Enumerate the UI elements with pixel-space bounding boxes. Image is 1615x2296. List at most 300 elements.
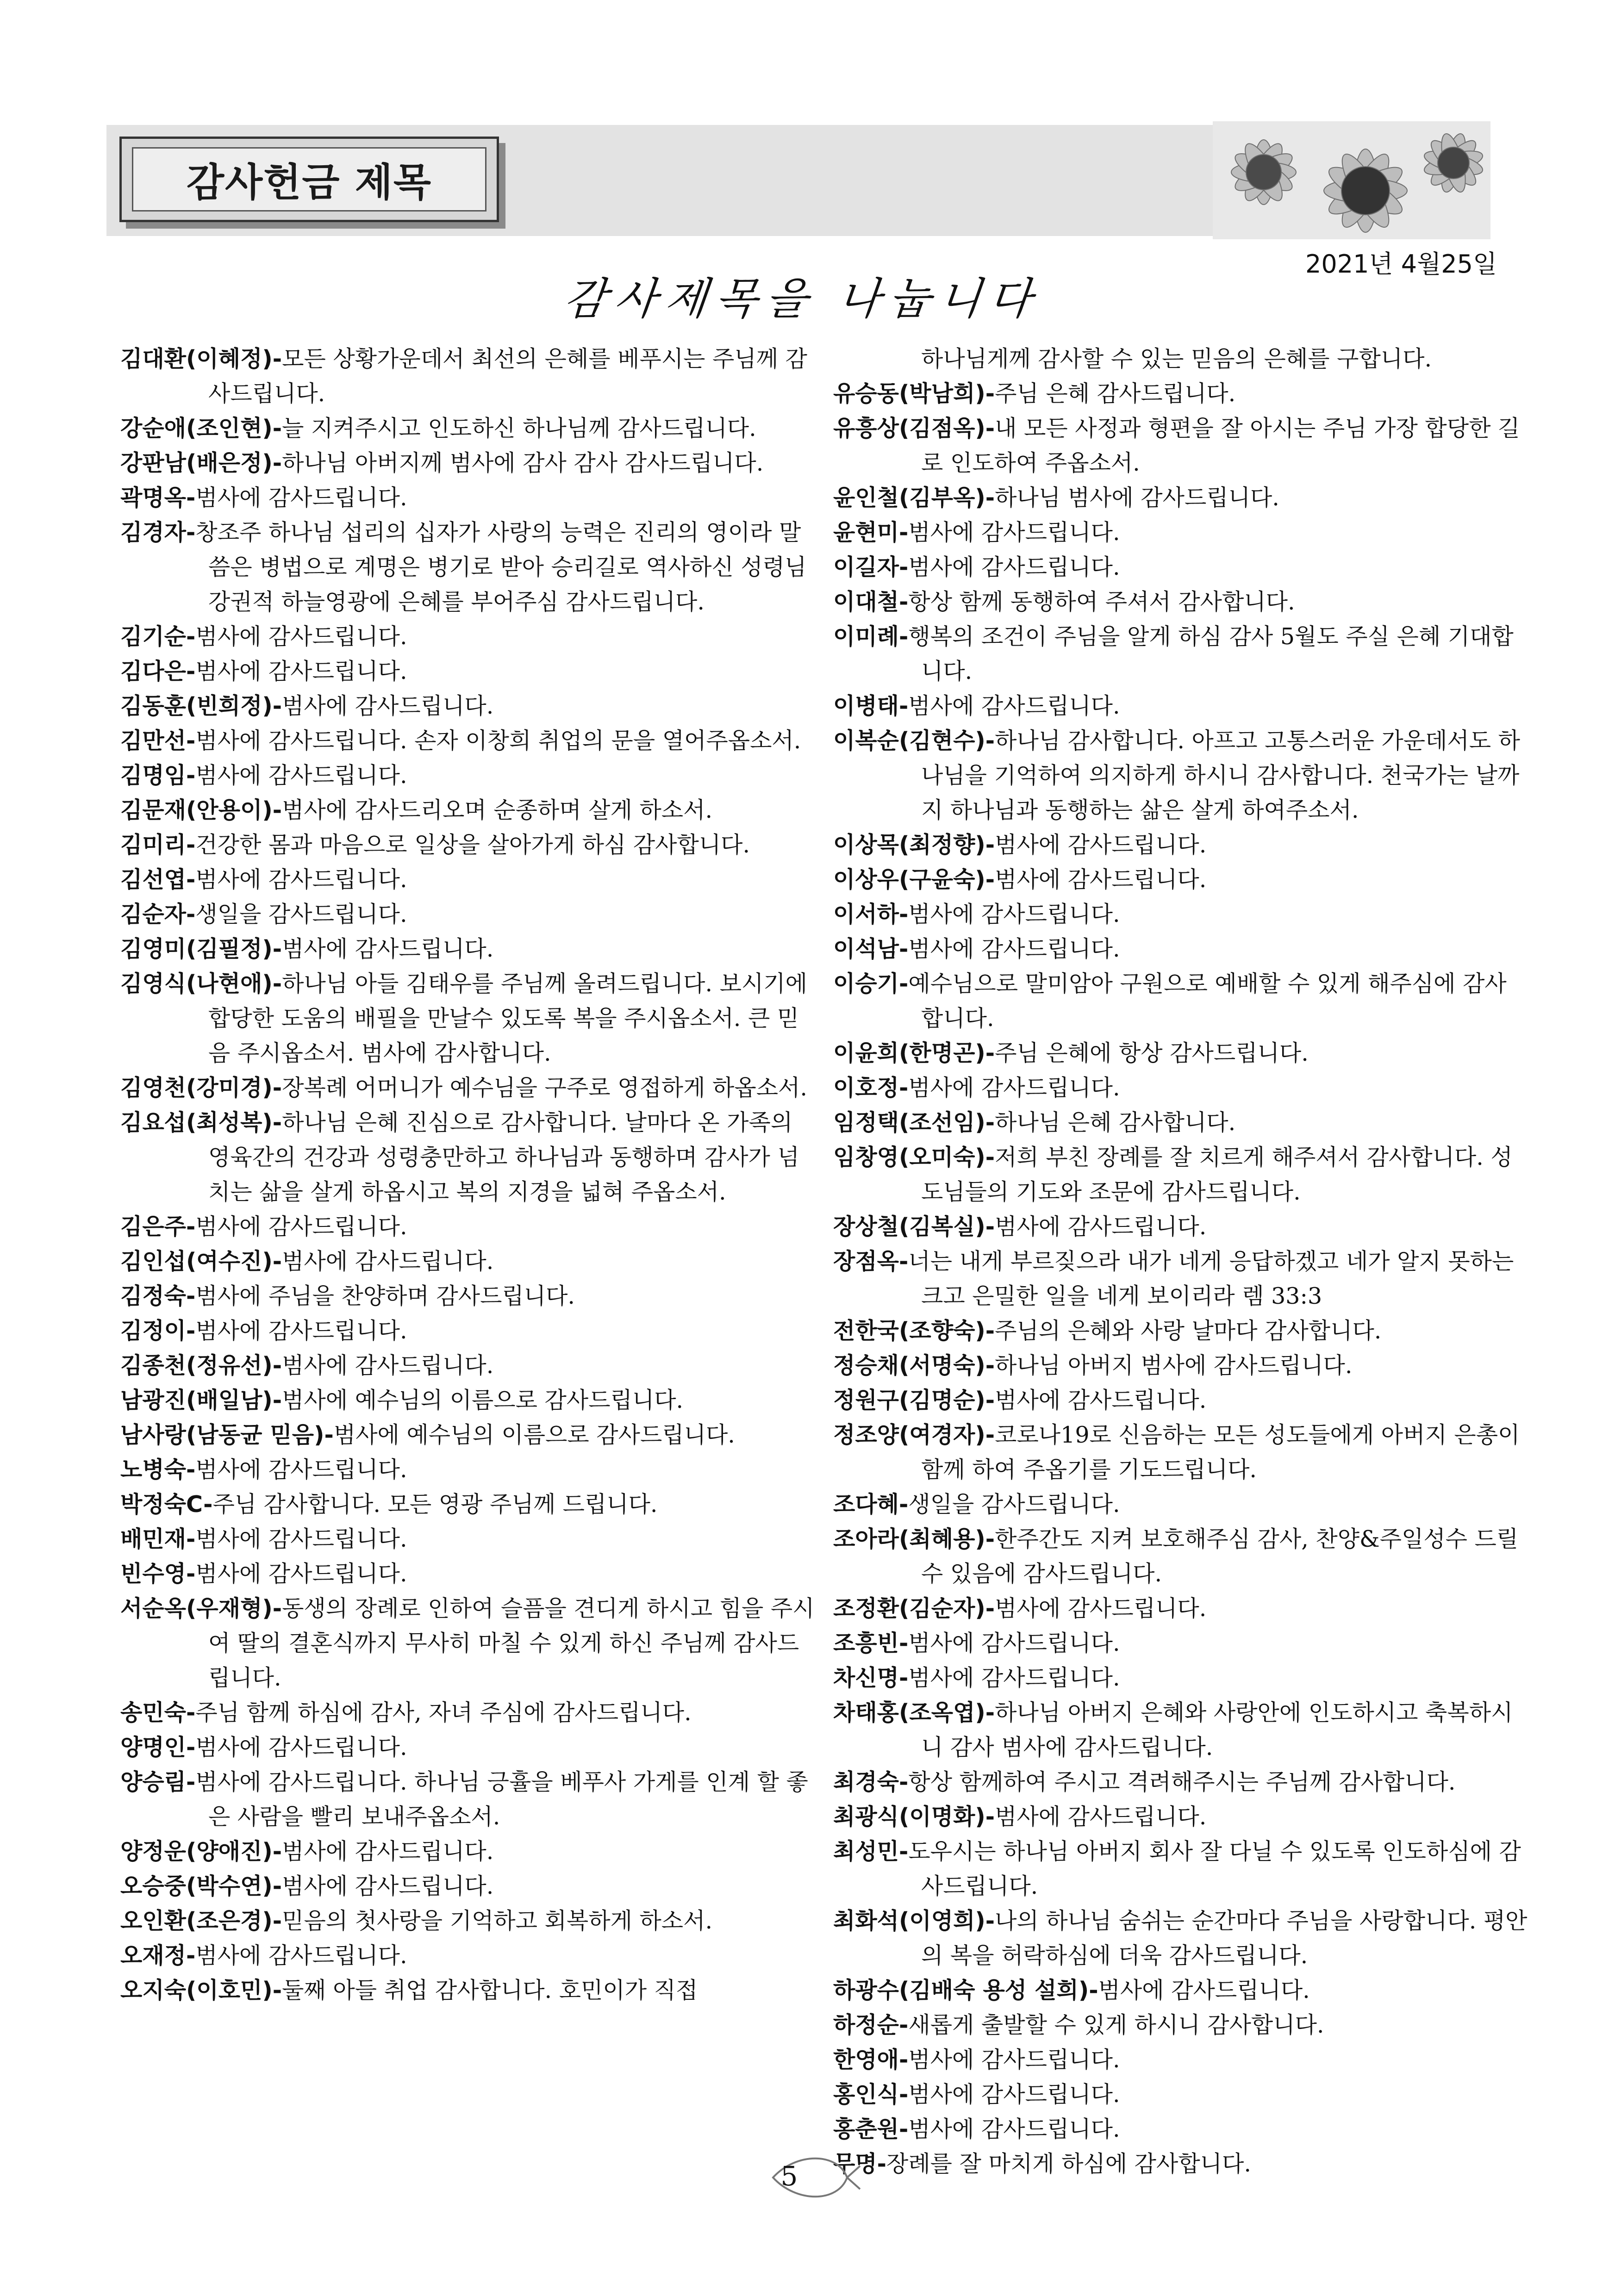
entry-name: 장상철(김복실) (833, 1213, 985, 1240)
entry-separator: - (985, 1318, 995, 1344)
entry-text: 범사에 감사드립니다. (908, 2081, 1120, 2108)
entry-name: 홍춘원 (833, 2116, 899, 2142)
entry-text: 범사에 감사드립니다. (908, 1075, 1120, 1101)
entry-text: 하나님 감사합니다. 아프고 고통스러운 가운데서도 하나님을 기억하여 의지하게 하시니 감사합니다. 천국가는 날까지 하나님과 동행하는 삶은 살게 하여주소서. (921, 728, 1520, 823)
entry-text: 하나님 범사에 감사드립니다. (995, 485, 1279, 511)
entry-name: 김요섭(최성복) (120, 1109, 273, 1136)
prayer-entry (120, 1070, 815, 1105)
entry-text: 범사에 감사드립니다. (908, 554, 1120, 580)
entry-name: 하광수(김배숙 용성 설희) (833, 1977, 1089, 2004)
entry-name: 임창영(오미숙) (833, 1144, 985, 1170)
prayer-entry (833, 1140, 1528, 1209)
entry-text: 범사에 감사드립니다. (995, 1213, 1207, 1240)
entry-separator: - (899, 1075, 909, 1101)
entry-name: 이상목(최정향) (833, 832, 985, 858)
prayer-entry (833, 862, 1528, 897)
entry-separator: - (899, 519, 909, 546)
entry-separator: - (985, 380, 995, 407)
entry-separator: - (186, 1769, 196, 1795)
entry-text: 너는 내게 부르짖으라 내가 네게 응답하겠고 네가 알지 못하는 크고 은밀한 일을 네게 보이리라 렘 33:3 (908, 1248, 1514, 1309)
entry-separator: - (186, 1526, 196, 1552)
entry-separator: - (272, 936, 282, 962)
prayer-entry (833, 550, 1528, 585)
entry-separator: - (985, 728, 995, 754)
prayer-entry (120, 1904, 815, 1938)
entry-text: 동생의 장례로 인하여 슬픔을 견디게 하시고 힘을 주시여 딸의 결혼식까지 무사히 마칠 수 있게 하신 주님께 감사드립니다. (208, 1595, 815, 1691)
prayer-entry (120, 1834, 815, 1869)
section-title-box (119, 137, 499, 222)
entry-text: 범사에 감사드립니다. (195, 1561, 407, 1587)
entry-text: 주님의 은혜와 사랑 날마다 감사합니다. (995, 1318, 1382, 1344)
entry-text: 범사에 감사드립니다. (195, 866, 407, 893)
prayer-entry (833, 1036, 1528, 1070)
prayer-entry (833, 1383, 1528, 1418)
entry-text: 범사에 감사드립니다. (195, 623, 407, 650)
entry-name: 이대철 (833, 589, 899, 615)
entry-separator: - (985, 1595, 995, 1622)
entry-text: 예수님으로 말미암아 구원으로 예배할 수 있게 해주심에 감사합니다. (908, 971, 1507, 1032)
entry-name: 강판남(배은정) (120, 450, 273, 476)
prayer-entry (833, 1244, 1528, 1313)
entry-separator: - (272, 1248, 282, 1275)
entry-separator: - (186, 832, 196, 858)
entry-text: 범사에 감사드립니다. (195, 658, 407, 684)
prayer-entry (120, 966, 815, 1070)
entry-separator: - (899, 2047, 909, 2073)
entry-name: 정조양(여경자) (833, 1422, 985, 1448)
entry-name: 오재정 (120, 1942, 187, 1969)
entry-separator: - (186, 658, 196, 684)
entry-text: 행복의 조건이 주님을 알게 하심 감사 5월도 주실 은혜 기대합니다. (908, 623, 1514, 684)
entry-name: 김미리 (120, 832, 187, 858)
prayer-entry (833, 376, 1528, 411)
entry-text: 범사에 감사드립니다. (282, 936, 494, 962)
entry-separator: - (272, 1387, 282, 1413)
entry-separator: - (899, 936, 909, 962)
entry-name: 이석남 (833, 936, 899, 962)
prayer-entry (833, 2042, 1528, 2077)
entry-separator: - (272, 971, 282, 997)
entry-text: 범사에 감사드립니다. (908, 519, 1120, 546)
prayer-entry (833, 411, 1528, 480)
entry-name: 김동훈(빈희정) (120, 693, 273, 719)
prayer-entry (833, 619, 1528, 689)
prayer-entry (833, 2008, 1528, 2042)
prayer-entry (120, 828, 815, 862)
entry-name: 윤현미 (833, 519, 899, 546)
prayer-entry (833, 966, 1528, 1036)
prayer-entry (120, 1591, 815, 1695)
entry-text: 주님 은혜 감사드립니다. (995, 380, 1236, 407)
prayer-entry (120, 515, 815, 619)
entry-text: 새롭게 출발할 수 있게 하시니 감사합니다. (908, 2012, 1324, 2038)
entry-text: 하나님 아버지께 범사에 감사 감사 감사드립니다. (282, 450, 764, 476)
entry-text: 범사에 감사드립니다. (908, 1630, 1120, 1656)
prayer-entry (833, 723, 1528, 828)
entry-name: 오승중(박수연) (120, 1873, 273, 1899)
right-column (833, 342, 1528, 2181)
entry-text: 범사에 감사드립니다. (908, 936, 1120, 962)
entry-name: 김영미(김필정) (120, 936, 273, 962)
entry-text: 생일을 감사드립니다. (908, 1491, 1120, 1518)
entry-separator: - (272, 797, 282, 823)
entry-separator: - (272, 415, 282, 442)
entry-separator: - (899, 693, 909, 719)
prayer-entry (120, 446, 815, 480)
prayer-entry (120, 1556, 815, 1591)
entry-text: 생일을 감사드립니다. (195, 901, 407, 927)
entry-name: 양승림 (120, 1769, 187, 1795)
entry-name: 김대환(이혜정) (120, 346, 273, 372)
prayer-entry (120, 1105, 815, 1209)
entry-separator: - (899, 2012, 909, 2038)
entry-separator: - (186, 762, 196, 789)
entry-name: 윤인철(김부옥) (833, 485, 985, 511)
prayer-entry (120, 1869, 815, 1904)
entry-separator: - (186, 1699, 196, 1726)
entry-text: 범사에 감사드립니다. (282, 1838, 494, 1865)
prayer-entry (120, 793, 815, 828)
prayer-entry (120, 1313, 815, 1348)
entry-name: 김인섭(여수진) (120, 1248, 273, 1275)
entry-separator: - (985, 1526, 995, 1552)
prayer-entry (120, 1765, 815, 1834)
entry-text: 한주간도 지켜 보호해주심 감사, 찬양&주일성수 드릴 수 있음에 감사드립니다. (921, 1526, 1519, 1587)
entry-separator: - (272, 1109, 282, 1136)
entry-text: 나의 하나님 숨쉬는 순간마다 주님을 사랑합니다. 평안의 복을 허락하심에 더욱 감사드립니다. (921, 1908, 1528, 1969)
entry-name: 김선엽 (120, 866, 187, 893)
entry-separator: - (985, 1109, 995, 1136)
entry-separator: - (899, 1630, 909, 1656)
entry-name: 최화석(이영희) (833, 1908, 985, 1934)
entry-separator: - (985, 832, 995, 858)
entry-separator: - (186, 623, 196, 650)
entry-separator: - (985, 1387, 995, 1413)
prayer-entry (833, 515, 1528, 550)
entry-text: 모든 상황가운데서 최선의 은혜를 베푸시는 주님께 감사드립니다. (208, 346, 807, 407)
entry-text: 창조주 하나님 섭리의 십자가 사랑의 능력은 진리의 영이라 말씀은 병법으로 계명은 병기로 받아 승리길로 역사하신 성령님 강권적 하늘영광에 은혜를 부어주심 감사드립니다. (195, 519, 807, 615)
prayer-entry (833, 1765, 1528, 1799)
prayer-entry (833, 1313, 1528, 1348)
entry-separator: - (985, 1040, 995, 1066)
prayer-entry (833, 1418, 1528, 1487)
entry-text: 범사에 감사드립니다. (908, 2116, 1120, 2142)
entry-name: 곽명옥 (120, 485, 187, 511)
entry-separator: - (186, 485, 196, 511)
entry-separator: - (272, 346, 282, 372)
entry-text: 범사에 감사드립니다. 손자 이창희 취업의 문을 열어주옵소서. (195, 728, 801, 754)
entry-text: 범사에 감사드립니다. 하나님 긍휼을 베푸사 가게를 인계 할 좋은 사람을 빨리 보내주옵소서. (195, 1769, 808, 1830)
entry-name: 정원구(김명순) (833, 1387, 985, 1413)
entry-name: 김순자 (120, 901, 187, 927)
entry-text: 장복례 어머니가 예수님을 구주로 영접하게 하옵소서. (282, 1075, 807, 1101)
prayer-entry (120, 1418, 815, 1452)
entry-separator: - (272, 1873, 282, 1899)
entry-text: 항상 함께 동행하여 주셔서 감사합니다. (908, 589, 1295, 615)
entry-name: 무명 (833, 2151, 877, 2177)
entry-name: 한영애 (833, 2047, 899, 2073)
entry-name: 최성민 (833, 1838, 899, 1865)
prayer-entry (833, 897, 1528, 932)
entry-separator: - (186, 1942, 196, 1969)
entry-name: 김정숙 (120, 1283, 187, 1309)
prayer-entry (120, 480, 815, 515)
entry-name: 임정택(조선임) (833, 1109, 985, 1136)
entry-separator: - (186, 901, 196, 927)
entry-name: 송민숙 (120, 1699, 187, 1726)
entry-text: 범사에 감사드립니다. (282, 693, 494, 719)
entry-text: 하나님 아버지 은혜와 사랑안에 인도하시고 축복하시니 감사 범사에 감사드립니다. (921, 1699, 1513, 1761)
entry-name: 하정순 (833, 2012, 899, 2038)
prayer-entry (120, 342, 815, 411)
entry-text: 범사에 감사드립니다. (195, 1456, 407, 1483)
entry-name: 양정운(양애진) (120, 1838, 273, 1865)
prayer-entry (833, 1904, 1528, 1973)
entry-separator: - (899, 2116, 909, 2142)
entry-separator: - (186, 1318, 196, 1344)
entry-separator: - (899, 1838, 909, 1865)
prayer-entry (833, 689, 1528, 723)
entry-separator: - (985, 415, 995, 442)
entry-name: 차신명 (833, 1665, 899, 1691)
entry-name: 김기순 (120, 623, 187, 650)
prayer-entry (833, 1661, 1528, 1695)
entry-text: 범사에 감사드립니다. (1098, 1977, 1310, 2004)
prayer-entry (120, 1487, 815, 1522)
entry-text: 범사에 감사드립니다. (908, 1665, 1120, 1691)
prayer-entry (120, 1348, 815, 1383)
entry-name: 이미례 (833, 623, 899, 650)
entry-name: 양명인 (120, 1734, 187, 1761)
prayer-entry (833, 2147, 1528, 2181)
prayer-entry (833, 1973, 1528, 2008)
entry-name: 오지숙(이호민) (120, 1977, 273, 2004)
entry-separator: - (186, 866, 196, 893)
prayer-entry (120, 897, 815, 932)
entry-text: 하나님 아들 김태우를 주님께 올려드립니다. 보시기에 합당한 도움의 배필을 만날수 있도록 복을 주시옵소서. 큰 믿음 주시옵소서. 범사에 감사합니다. (208, 971, 807, 1066)
entry-name: 김영식(나현애) (120, 971, 273, 997)
entry-name: 김만선 (120, 728, 187, 754)
entry-name: 이길자 (833, 554, 899, 580)
entry-text: 저희 부친 장례를 잘 치르게 해주셔서 감사합니다. 성도님들의 기도와 조문에 감사드립니다. (921, 1144, 1513, 1205)
entry-name: 최경숙 (833, 1769, 899, 1795)
entry-separator: - (899, 1248, 909, 1275)
entry-text: 범사에 예수님의 이름으로 감사드립니다. (333, 1422, 735, 1448)
prayer-entry (120, 1973, 815, 2008)
entry-name: 이병태 (833, 693, 899, 719)
entry-name: 유흥상(김점옥) (833, 415, 985, 442)
entry-separator: - (985, 485, 995, 511)
entry-separator: - (985, 1213, 995, 1240)
prayer-entry (120, 1383, 815, 1418)
prayer-entry (833, 828, 1528, 862)
entry-name: 김종천(정유선) (120, 1352, 273, 1379)
entry-name: 조아라(최혜용) (833, 1526, 985, 1552)
entry-text: 주님 함께 하심에 감사, 자녀 주심에 감사드립니다. (195, 1699, 692, 1726)
prayer-entry (833, 1799, 1528, 1834)
page-number: 5 (780, 2160, 798, 2192)
entry-name: 서순옥(우재형) (120, 1595, 273, 1622)
entry-separator: - (186, 1213, 196, 1240)
entry-name: 차태홍(조옥엽) (833, 1699, 985, 1726)
entry-separator: - (985, 1144, 995, 1170)
entry-text: 범사에 감사드리오며 순종하며 살게 하소서. (282, 797, 713, 823)
sunflower-decoration (1213, 121, 1490, 239)
continued-text: 하나님게께 감사할 수 있는 믿음의 은혜를 구합니다. (921, 346, 1432, 372)
prayer-entry (120, 758, 815, 793)
prayer-entry (120, 1244, 815, 1279)
entry-text: 범사에 감사드립니다. (195, 1942, 407, 1969)
entry-name: 유승동(박남희) (833, 380, 985, 407)
entry-name: 이서하 (833, 901, 899, 927)
prayer-entry (833, 1591, 1528, 1626)
entry-name: 홍인식 (833, 2081, 899, 2108)
prayer-entry (120, 862, 815, 897)
prayer-entry (833, 1487, 1528, 1522)
entry-separator: - (272, 1075, 282, 1101)
entry-text: 장례를 잘 마치게 하심에 감사합니다. (886, 2151, 1251, 2177)
entry-separator: - (877, 2151, 887, 2177)
prayer-entry (833, 1695, 1528, 1765)
entry-separator: - (1089, 1977, 1098, 2004)
entry-separator: - (272, 1977, 282, 2004)
entry-separator: - (272, 1352, 282, 1379)
prayer-entry (120, 932, 815, 966)
prayer-entry (120, 654, 815, 689)
prayer-entry (120, 1522, 815, 1556)
entry-separator: - (272, 693, 282, 719)
prayer-entry (120, 619, 815, 654)
entry-name: 박정숙C (120, 1491, 204, 1518)
prayer-entry (833, 2077, 1528, 2112)
entry-text: 범사에 감사드립니다. (195, 1526, 407, 1552)
entry-text: 범사에 감사드립니다. (195, 485, 407, 511)
entry-name: 조정환(김순자) (833, 1595, 985, 1622)
prayer-entry (833, 480, 1528, 515)
entry-name: 김명임 (120, 762, 187, 789)
entry-text: 범사에 감사드립니다. (195, 1318, 407, 1344)
entry-name: 조다혜 (833, 1491, 899, 1518)
left-column (120, 342, 815, 2008)
entry-name: 배민재 (120, 1526, 187, 1552)
entry-separator: - (899, 589, 909, 615)
prayer-entry (833, 1105, 1528, 1140)
entry-name: 이복순(김현수) (833, 728, 985, 754)
entry-text: 하나님 아버지 범사에 감사드립니다. (995, 1352, 1353, 1379)
entry-text: 믿음의 첫사랑을 기억하고 회복하게 하소서. (282, 1908, 713, 1934)
entry-text: 범사에 감사드립니다. (282, 1873, 494, 1899)
entry-separator: - (985, 1804, 995, 1830)
entry-text: 주님 감사합니다. 모든 영광 주님께 드립니다. (212, 1491, 658, 1518)
page-subtitle: 감사제목을 나눕니다 (561, 274, 1042, 324)
entry-text: 범사에 예수님의 이름으로 감사드립니다. (282, 1387, 684, 1413)
entry-separator: - (899, 1769, 909, 1795)
prayer-entry (833, 585, 1528, 619)
entry-name: 이호정 (833, 1075, 899, 1101)
entry-separator: - (985, 1422, 995, 1448)
entry-name: 김경자 (120, 519, 187, 546)
entry-name: 전한국(조향숙) (833, 1318, 985, 1344)
entry-text: 범사에 감사드립니다. (195, 762, 407, 789)
entry-text: 범사에 감사드립니다. (195, 1734, 407, 1761)
entry-text: 주님 은혜에 항상 감사드립니다. (995, 1040, 1309, 1066)
date-label: 2021년 4월25일 (1305, 249, 1497, 279)
prayer-entry (120, 689, 815, 723)
entry-separator: - (186, 1561, 196, 1587)
entry-text: 범사에 감사드립니다. (995, 1804, 1207, 1830)
entry-name: 이승기 (833, 971, 899, 997)
entry-text: 범사에 감사드립니다. (995, 866, 1207, 893)
entry-separator: - (203, 1491, 213, 1518)
entry-separator: - (272, 1908, 282, 1934)
entry-name: 장점옥 (833, 1248, 899, 1275)
prayer-entry (833, 1348, 1528, 1383)
section-title: 감사헌금 제목 (132, 147, 486, 212)
entry-name: 김다은 (120, 658, 187, 684)
entry-text: 범사에 감사드립니다. (282, 1248, 494, 1275)
prayer-entry (120, 1452, 815, 1487)
entry-text: 하나님 은혜 감사합니다. (995, 1109, 1236, 1136)
entry-separator: - (899, 623, 909, 650)
prayer-entry (120, 411, 815, 446)
entry-text: 범사에 감사드립니다. (908, 901, 1120, 927)
entry-text: 범사에 감사드립니다. (995, 1387, 1207, 1413)
prayer-entry (120, 1938, 815, 1973)
entry-name: 조흥빈 (833, 1630, 899, 1656)
entry-separator: - (186, 519, 196, 546)
prayer-entry (833, 1209, 1528, 1244)
entry-text: 도우시는 하나님 아버지 회사 잘 다닐 수 있도록 인도하심에 감사드립니다. (908, 1838, 1521, 1899)
entry-name: 김은주 (120, 1213, 187, 1240)
entry-name: 김문재(안용이) (120, 797, 273, 823)
entry-separator: - (899, 2081, 909, 2108)
entry-name: 김정이 (120, 1318, 187, 1344)
entry-text: 하나님 은혜 진심으로 감사합니다. 날마다 온 가족의 영육간의 건강과 성령충만하고 하나님과 동행하며 감사가 넘치는 삶을 살게 하옵시고 복의 지경을 넓혀 주옵소서. (208, 1109, 799, 1205)
entry-text: 범사에 감사드립니다. (908, 693, 1120, 719)
prayer-entry (120, 1209, 815, 1244)
entry-separator: - (272, 1595, 282, 1622)
entry-name: 이상우(구윤숙) (833, 866, 985, 893)
entry-separator: - (899, 1491, 909, 1518)
entry-separator: - (186, 1734, 196, 1761)
entry-separator: - (186, 1283, 196, 1309)
prayer-entry (120, 1695, 815, 1730)
prayer-entry (833, 932, 1528, 966)
entry-separator: - (272, 1838, 282, 1865)
entry-name: 최광식(이명화) (833, 1804, 985, 1830)
entry-separator: - (186, 728, 196, 754)
entry-name: 정승채(서명숙) (833, 1352, 985, 1379)
entry-name: 강순애(조인현) (120, 415, 273, 442)
entry-separator: - (899, 901, 909, 927)
entry-name: 오인환(조은경) (120, 1908, 273, 1934)
entry-text: 범사에 감사드립니다. (908, 2047, 1120, 2073)
entry-name: 김영천(강미경) (120, 1075, 273, 1101)
entry-separator: - (272, 450, 282, 476)
entry-separator: - (899, 554, 909, 580)
entry-name: 빈수영 (120, 1561, 187, 1587)
prayer-entry (120, 723, 815, 758)
prayer-entry (833, 1834, 1528, 1904)
entry-text: 범사에 감사드립니다. (995, 832, 1207, 858)
entry-name: 노병숙 (120, 1456, 187, 1483)
entry-text: 범사에 주님을 찬양하며 감사드립니다. (195, 1283, 575, 1309)
entry-separator: - (985, 1352, 995, 1379)
entry-text: 늘 지켜주시고 인도하신 하나님께 감사드립니다. (282, 415, 756, 442)
entry-separator: - (186, 1456, 196, 1483)
entry-separator: - (324, 1422, 334, 1448)
prayer-entry (833, 1070, 1528, 1105)
